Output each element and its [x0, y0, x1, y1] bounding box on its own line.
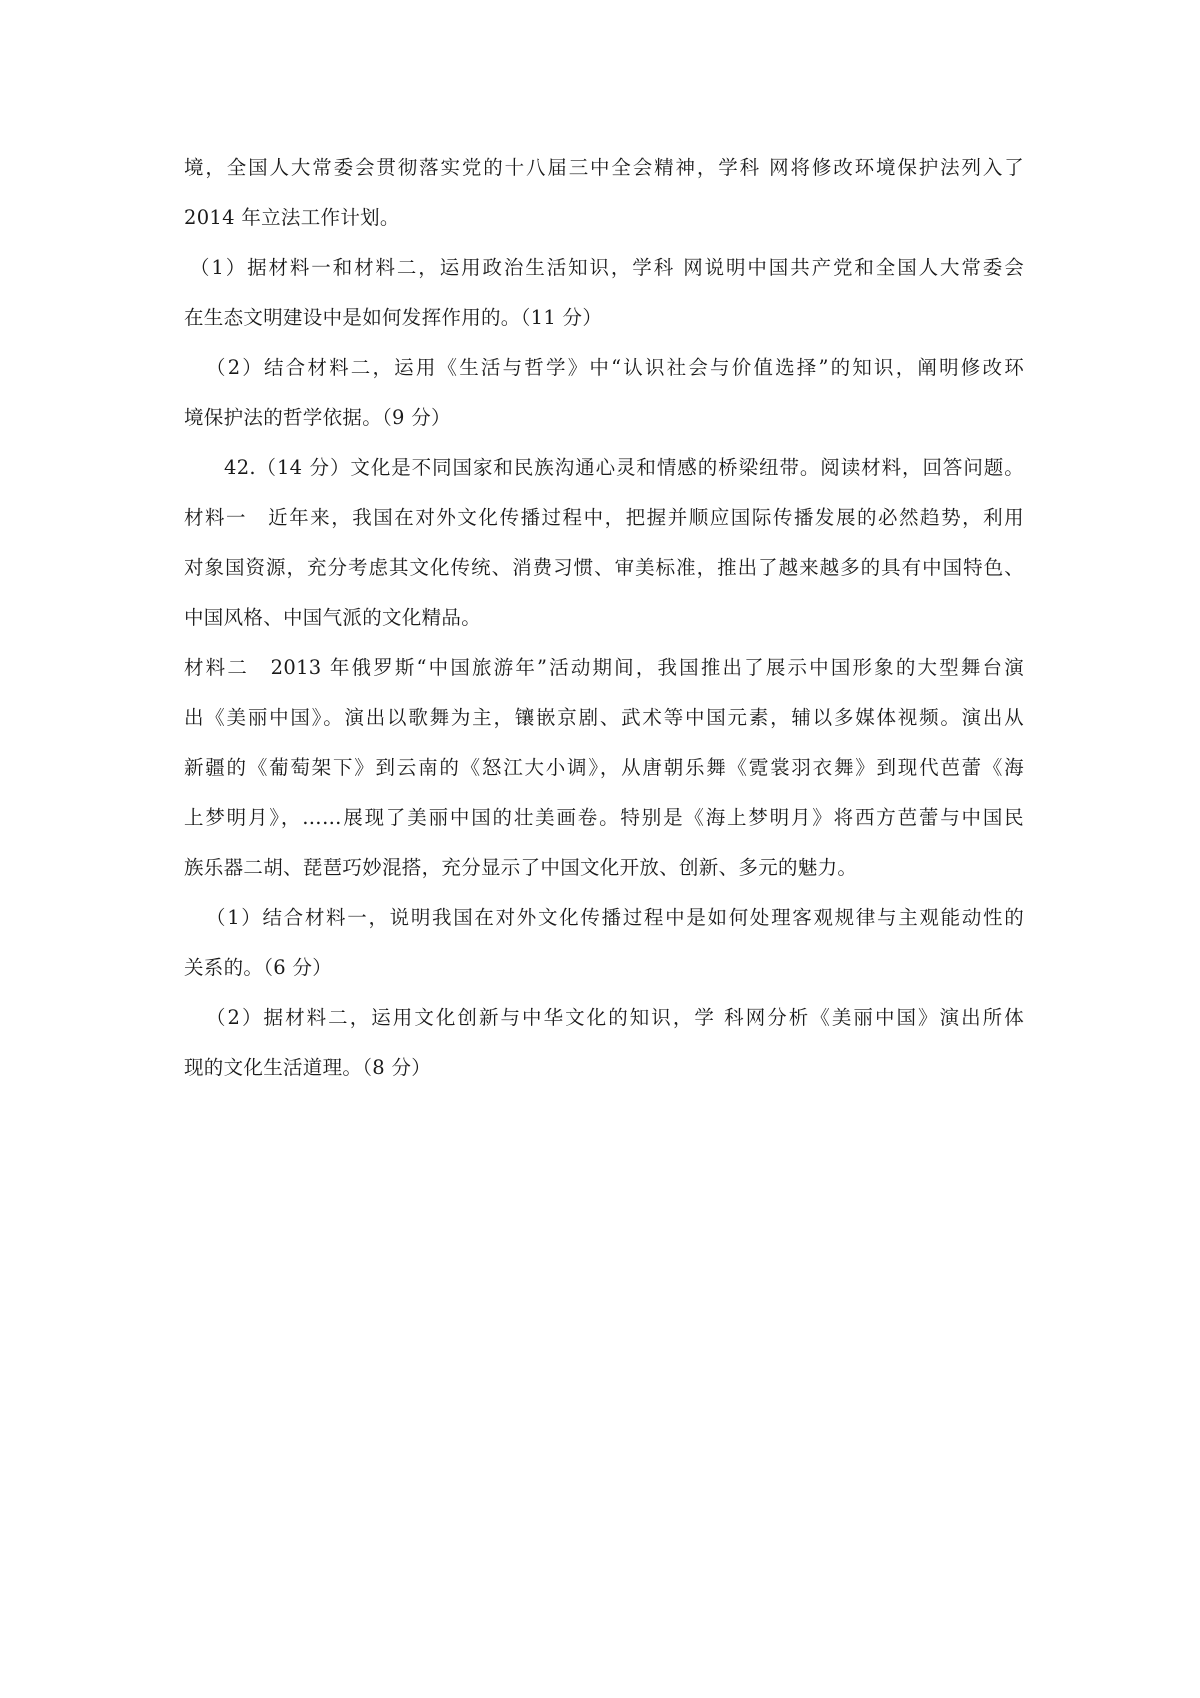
question-1-prompt: （1）据材料一和材料二，运用政治生活知识，学科 网说明中国共产党和全国人大常委会 — [190, 256, 1024, 279]
question-42-2-prompt: （2）据材料二，运用文化创新与中华文化的知识，学 科网分析《美丽中国》演出所体 — [206, 1006, 1024, 1029]
question-2-prompt: （2）结合材料二，运用《生活与哲学》中“认识社会与价值选择”的知识，阐明修改环 — [206, 356, 1024, 379]
text-line: 在生态文明建设中是如何发挥作用的。（11 分） — [184, 306, 603, 329]
material-2-line: 出《美丽中国》。演出以歌舞为主，镶嵌京剧、武术等中国元素，辅以多媒体视频。演出从 — [184, 706, 1024, 729]
material-2-line: 材料二 2013 年俄罗斯“中国旅游年”活动期间，我国推出了展示中国形象的大型舞台演 — [184, 656, 1024, 679]
question-42-1-prompt: （1）结合材料一，说明我国在对外文化传播过程中是如何处理客观规律与主观能动性的 — [206, 906, 1024, 929]
material-1-line: 对象国资源，充分考虑其文化传统、消费习惯、审美标准，推出了越来越多的具有中国特色、 — [184, 556, 1024, 579]
text-line: 2014 年立法工作计划。 — [184, 206, 400, 229]
material-2-line: 上梦明月》，……展现了美丽中国的壮美画卷。特别是《海上梦明月》将西方芭蕾与中国民 — [184, 806, 1024, 829]
material-2-line: 族乐器二胡、琵琶巧妙混搭，充分显示了中国文化开放、创新、多元的魅力。 — [184, 856, 858, 879]
question-42-heading: 42.（14 分）文化是不同国家和民族沟通心灵和情感的桥梁纽带。阅读材料，回答问题。 — [224, 456, 1024, 479]
material-1-line: 中国风格、中国气派的文化精品。 — [184, 606, 482, 629]
text-line: 现的文化生活道理。（8 分） — [184, 1056, 432, 1079]
text-line: 境，全国人大常委会贯彻落实党的十八届三中全会精神，学科 网将修改环境保护法列入了 — [184, 156, 1024, 179]
material-1-line: 材料一 近年来，我国在对外文化传播过程中，把握并顺应国际传播发展的必然趋势，利用 — [184, 506, 1024, 529]
material-2-line: 新疆的《葡萄架下》到云南的《怒江大小调》，从唐朝乐舞《霓裳羽衣舞》到现代芭蕾《海 — [184, 756, 1024, 779]
text-line: 境保护法的哲学依据。（9 分） — [184, 406, 451, 429]
text-line: 关系的。（6 分） — [184, 956, 333, 979]
